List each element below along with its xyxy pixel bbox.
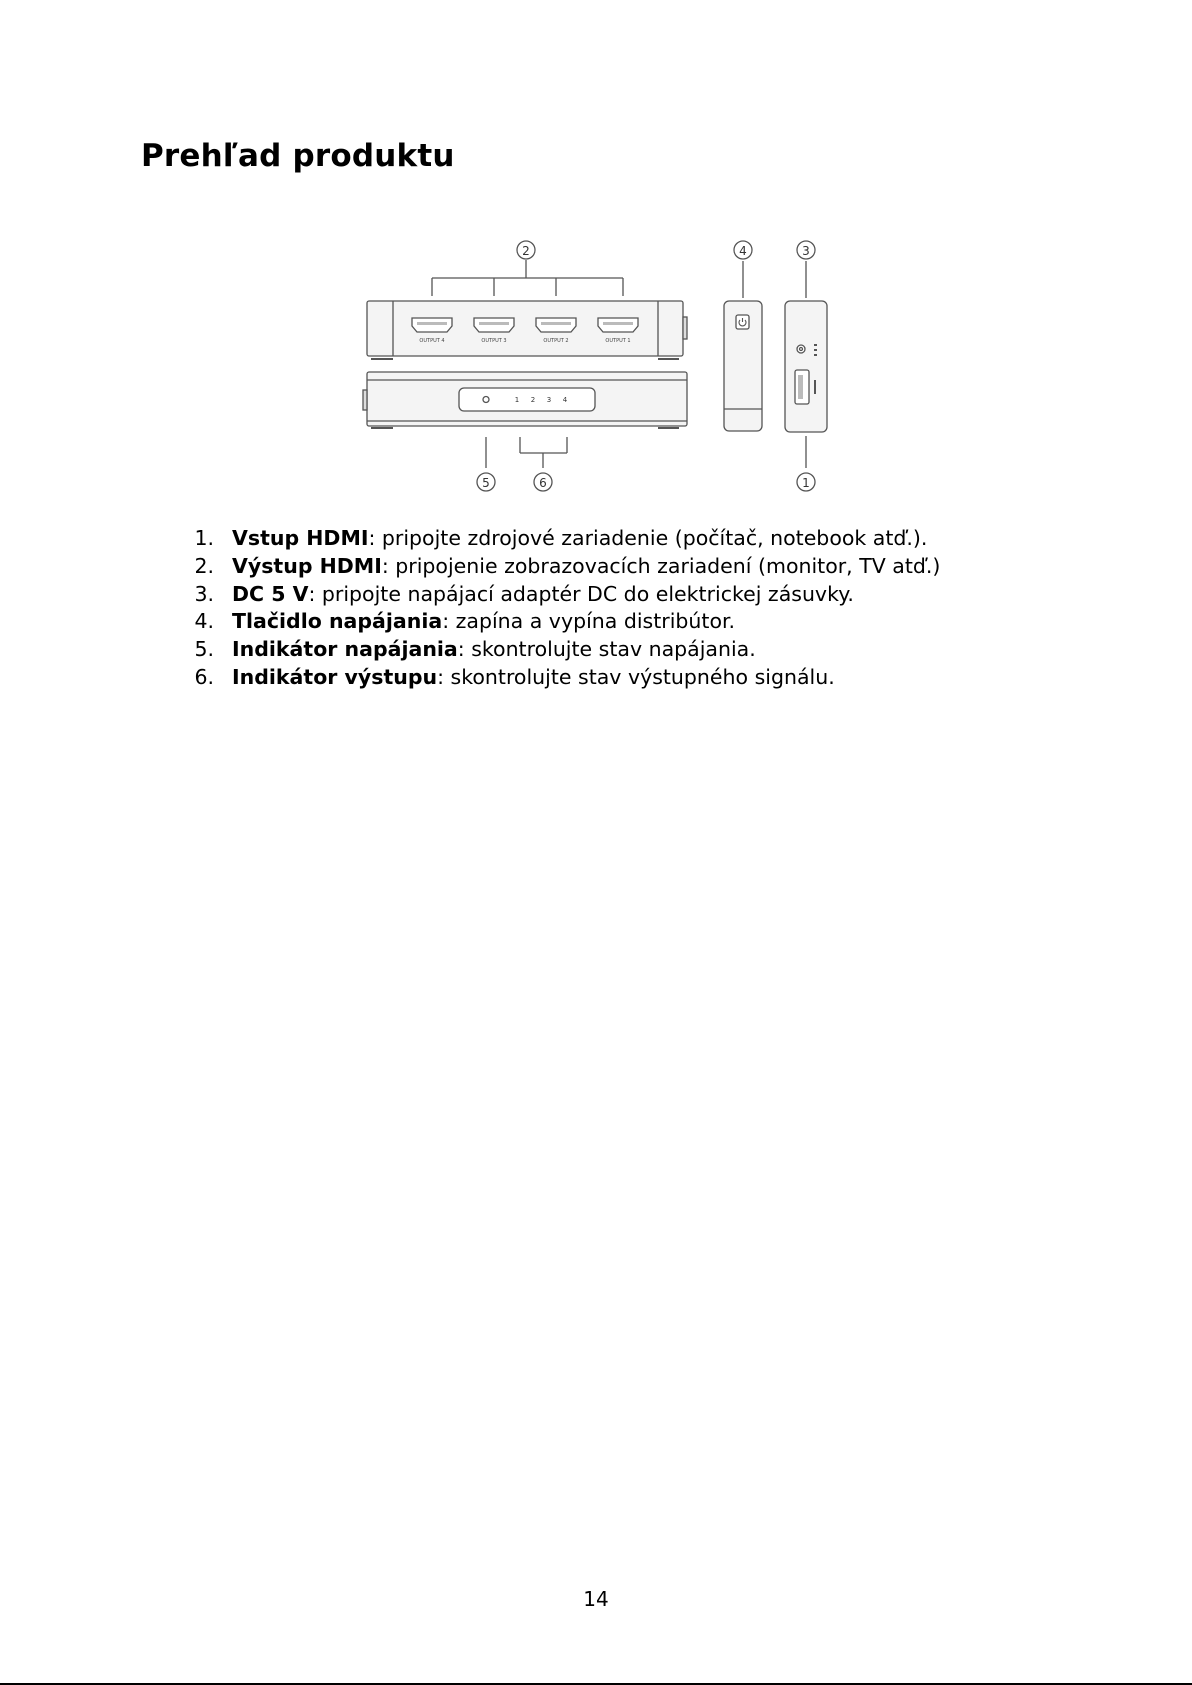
- component-legend: [170, 525, 940, 692]
- legend-term: Vstup HDMI: [232, 526, 369, 550]
- indicator-label: 4: [562, 396, 568, 404]
- legend-description: : zapína a vypína distribútor.: [442, 609, 736, 634]
- legend-description: : pripojte zdrojové zariadenie (počítač, notebook atď.).: [368, 526, 928, 550]
- legend-number: 4.: [194, 609, 214, 634]
- legend-item: [170, 581, 940, 609]
- legend-description: : pripojte napájací adaptér DC do elektrickej zásuvky.: [308, 581, 854, 606]
- legend-description: : skontrolujte stav napájania.: [457, 637, 756, 662]
- legend-item: [170, 636, 940, 664]
- legend-item: [170, 525, 940, 553]
- indicator-label: 1: [514, 396, 520, 404]
- legend-item: [170, 664, 940, 692]
- page-title: Prehľad produktu: [141, 138, 455, 174]
- legend-term: Výstup HDMI: [232, 553, 382, 578]
- port-label: OUTPUT 3: [481, 338, 507, 344]
- device-side-view-button: [724, 261, 762, 431]
- legend-description: : pripojenie zobrazovacích zariadení (monitor, TV atď.): [381, 553, 941, 578]
- indicator-label: 2: [530, 396, 536, 404]
- legend-term: Indikátor výstupu: [232, 664, 438, 689]
- legend-item: [170, 553, 940, 581]
- callout-1: 1: [802, 476, 810, 490]
- device-front-view: [363, 372, 687, 428]
- port-label: OUTPUT 4: [419, 338, 445, 344]
- callout-5: 5: [482, 476, 490, 490]
- legend-number: 5.: [194, 637, 214, 662]
- page-number: 14: [583, 1587, 609, 1611]
- legend-term: DC 5 V: [232, 581, 309, 606]
- legend-description: : skontrolujte stav výstupného signálu.: [437, 664, 835, 689]
- callout-bracket-2: [432, 260, 623, 296]
- callout-bracket-6: [520, 437, 567, 468]
- legend-term: Tlačidlo napájania: [232, 609, 443, 634]
- legend-number: 3.: [194, 581, 214, 606]
- indicator-label: 3: [546, 396, 552, 404]
- device-side-view-input: [785, 261, 827, 468]
- legend-number: 2.: [194, 553, 214, 578]
- callout-6: 6: [539, 476, 547, 490]
- legend-number: 1.: [194, 526, 214, 550]
- device-rear-view: [367, 301, 687, 359]
- legend-item: [170, 608, 940, 636]
- callout-4: 4: [739, 244, 747, 258]
- port-label: OUTPUT 1: [605, 338, 631, 344]
- callout-3: 3: [802, 244, 810, 258]
- callout-2: 2: [522, 244, 530, 258]
- product-diagram: [353, 225, 837, 510]
- legend-term: Indikátor napájania: [232, 637, 458, 662]
- port-label: OUTPUT 2: [543, 338, 569, 344]
- legend-number: 6.: [194, 664, 214, 689]
